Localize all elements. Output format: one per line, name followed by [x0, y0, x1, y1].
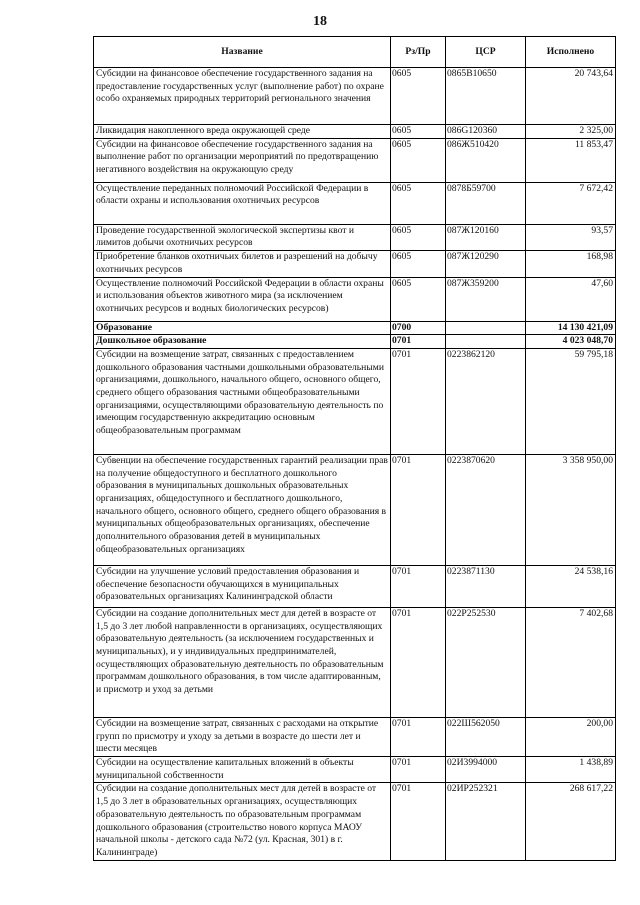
table-row	[94, 454, 616, 565]
row-rzpr-cell: 0701	[391, 717, 446, 756]
row-name-cell: Субсидии на осуществление капитальных вложений в объекты муниципальной собственности	[94, 757, 391, 783]
row-done-cell: 268 617,22	[526, 783, 616, 860]
row-rzpr-cell: 0701	[391, 757, 446, 783]
row-csr-cell	[446, 321, 526, 335]
row-done-cell: 4 023 048,70	[526, 335, 616, 349]
table-row	[94, 783, 616, 860]
table-row	[94, 251, 616, 277]
row-done-cell: 7 402,68	[526, 607, 616, 717]
row-done-cell: 24 538,16	[526, 565, 616, 607]
row-rzpr-cell: 0701	[391, 348, 446, 454]
table-row	[94, 607, 616, 717]
row-name-cell: Субсидии на создание дополнительных мест для детей в возрасте от 1,5 до 3 лет в образовательных организациях, осуществляющих образовательную деятельность по образовательным программам дошкольного образования (строительство нового корпуса МАОУ начальной школы - детского сада №72 (ул. Красная, 301) в г. Калининграде)	[94, 783, 391, 860]
row-csr-cell: 087Ж120290	[446, 251, 526, 277]
row-csr-cell: 0878Б59700	[446, 182, 526, 224]
row-csr-cell: 0223870620	[446, 454, 526, 565]
table-row	[94, 224, 616, 250]
row-rzpr-cell: 0701	[391, 454, 446, 565]
row-done-cell: 14 130 421,09	[526, 321, 616, 335]
row-name-cell: Субвенции на обеспечение государственных гарантий реализации прав на получение общедоступного и бесплатного дошкольного образования в муниципальных дошкольных образовательных организациях, общедоступного и бесплатного дошкольного, начального общего, основного общего, среднего общего образования в муниципальных общеобразовательных организациях, обеспечение дополнительного образования детей в муниципальных общеобразовательных организациях	[94, 454, 391, 565]
header-done: Исполнено	[526, 37, 616, 68]
row-rzpr-cell: 0605	[391, 68, 446, 125]
table-row	[94, 138, 616, 182]
row-csr-cell: 087Ж359200	[446, 277, 526, 321]
row-name-cell: Осуществление переданных полномочий Российской Федерации в области охраны и использования охотничьих ресурсов	[94, 182, 391, 224]
table-row	[94, 757, 616, 783]
row-csr-cell: 02И3994000	[446, 757, 526, 783]
row-done-cell: 2 325,00	[526, 125, 616, 139]
row-done-cell: 20 743,64	[526, 68, 616, 125]
table-row	[94, 68, 616, 125]
row-done-cell: 7 672,42	[526, 182, 616, 224]
row-done-cell: 200,00	[526, 717, 616, 756]
row-name-cell: Субсидии на создание дополнительных мест для детей в возрасте от 1,5 до 3 лет любой направленности в организациях, осуществляющих образовательную деятельность (за исключением государственных и муниципальных), и у индивидуальных предпринимателей, осуществляющих образовательную деятельность по образовательным программам дошкольного образования, в том числе адаптированным, и присмотр и уход за детьми	[94, 607, 391, 717]
row-done-cell: 3 358 950,00	[526, 454, 616, 565]
page-number: 18	[313, 14, 327, 29]
row-done-cell: 59 795,18	[526, 348, 616, 454]
row-name-cell: Субсидии на финансовое обеспечение государственного задания на предоставление государственных услуг (выполнение работ) по охране особо охраняемых природных территорий регионального значения	[94, 68, 391, 125]
row-rzpr-cell: 0605	[391, 138, 446, 182]
table-row	[94, 277, 616, 321]
row-csr-cell: 0223871130	[446, 565, 526, 607]
row-csr-cell: 022Ш562050	[446, 717, 526, 756]
row-rzpr-cell: 0701	[391, 565, 446, 607]
row-done-cell: 47,60	[526, 277, 616, 321]
row-done-cell: 11 853,47	[526, 138, 616, 182]
row-done-cell: 168,98	[526, 251, 616, 277]
table-row	[94, 335, 616, 349]
row-name-cell: Осуществление полномочий Российской Федерации в области охраны и использования объектов животного мира (за исключением охотничьих ресурсов и водных биологических ресурсов)	[94, 277, 391, 321]
row-csr-cell: 087Ж120160	[446, 224, 526, 250]
row-csr-cell: 02ИР252321	[446, 783, 526, 860]
row-done-cell: 1 438,89	[526, 757, 616, 783]
row-rzpr-cell: 0605	[391, 125, 446, 139]
row-name-cell: Субсидии на финансовое обеспечение государственного задания на выполнение работ по организации мероприятий по предотвращению негативного воздействия на окружающую среду	[94, 138, 391, 182]
table-row	[94, 321, 616, 335]
budget-table	[93, 36, 616, 861]
row-name-cell: Дошкольное образование	[94, 335, 391, 349]
row-done-cell: 93,57	[526, 224, 616, 250]
row-rzpr-cell: 0701	[391, 335, 446, 349]
row-rzpr-cell: 0701	[391, 607, 446, 717]
row-name-cell: Проведение государственной экологической экспертизы квот и лимитов добычи охотничьих ресурсов	[94, 224, 391, 250]
row-rzpr-cell: 0605	[391, 251, 446, 277]
table-row	[94, 125, 616, 139]
row-rzpr-cell: 0605	[391, 182, 446, 224]
table-row	[94, 348, 616, 454]
header-name: Название	[94, 37, 391, 68]
row-rzpr-cell: 0605	[391, 224, 446, 250]
row-csr-cell: 086Ж510420	[446, 138, 526, 182]
header-rzpr: Рз/Пр	[391, 37, 446, 68]
row-rzpr-cell: 0605	[391, 277, 446, 321]
row-csr-cell	[446, 335, 526, 349]
row-rzpr-cell: 0700	[391, 321, 446, 335]
row-name-cell: Субсидии на возмещение затрат, связанных с предоставлением дошкольного образования частными дошкольными образовательными организациями, дошкольного, начального общего, основного общего, среднего общего образования частными общеобразовательными организациями, осуществляющими образовательную деятельность по имеющим государственную аккредитацию основным общеобразовательным программам	[94, 348, 391, 454]
table-header-row	[94, 37, 616, 68]
row-rzpr-cell: 0701	[391, 783, 446, 860]
row-name-cell: Субсидии на улучшение условий предоставления образования и обеспечение безопасности обучающихся в муниципальных образовательных организациях Калининградской области	[94, 565, 391, 607]
row-csr-cell: 0223862120	[446, 348, 526, 454]
row-csr-cell: 022P252530	[446, 607, 526, 717]
row-csr-cell: 086G120360	[446, 125, 526, 139]
table-row	[94, 182, 616, 224]
table-row	[94, 565, 616, 607]
table-row	[94, 717, 616, 756]
header-csr: ЦСР	[446, 37, 526, 68]
row-csr-cell: 0865В10650	[446, 68, 526, 125]
row-name-cell: Приобретение бланков охотничьих билетов и разрешений на добычу охотничьих ресурсов	[94, 251, 391, 277]
row-name-cell: Образование	[94, 321, 391, 335]
row-name-cell: Субсидии на возмещение затрат, связанных с расходами на открытие групп по присмотру и уходу за детьми в возрасте до шести лет и шести месяцев	[94, 717, 391, 756]
row-name-cell: Ликвидация накопленного вреда окружающей среде	[94, 125, 391, 139]
